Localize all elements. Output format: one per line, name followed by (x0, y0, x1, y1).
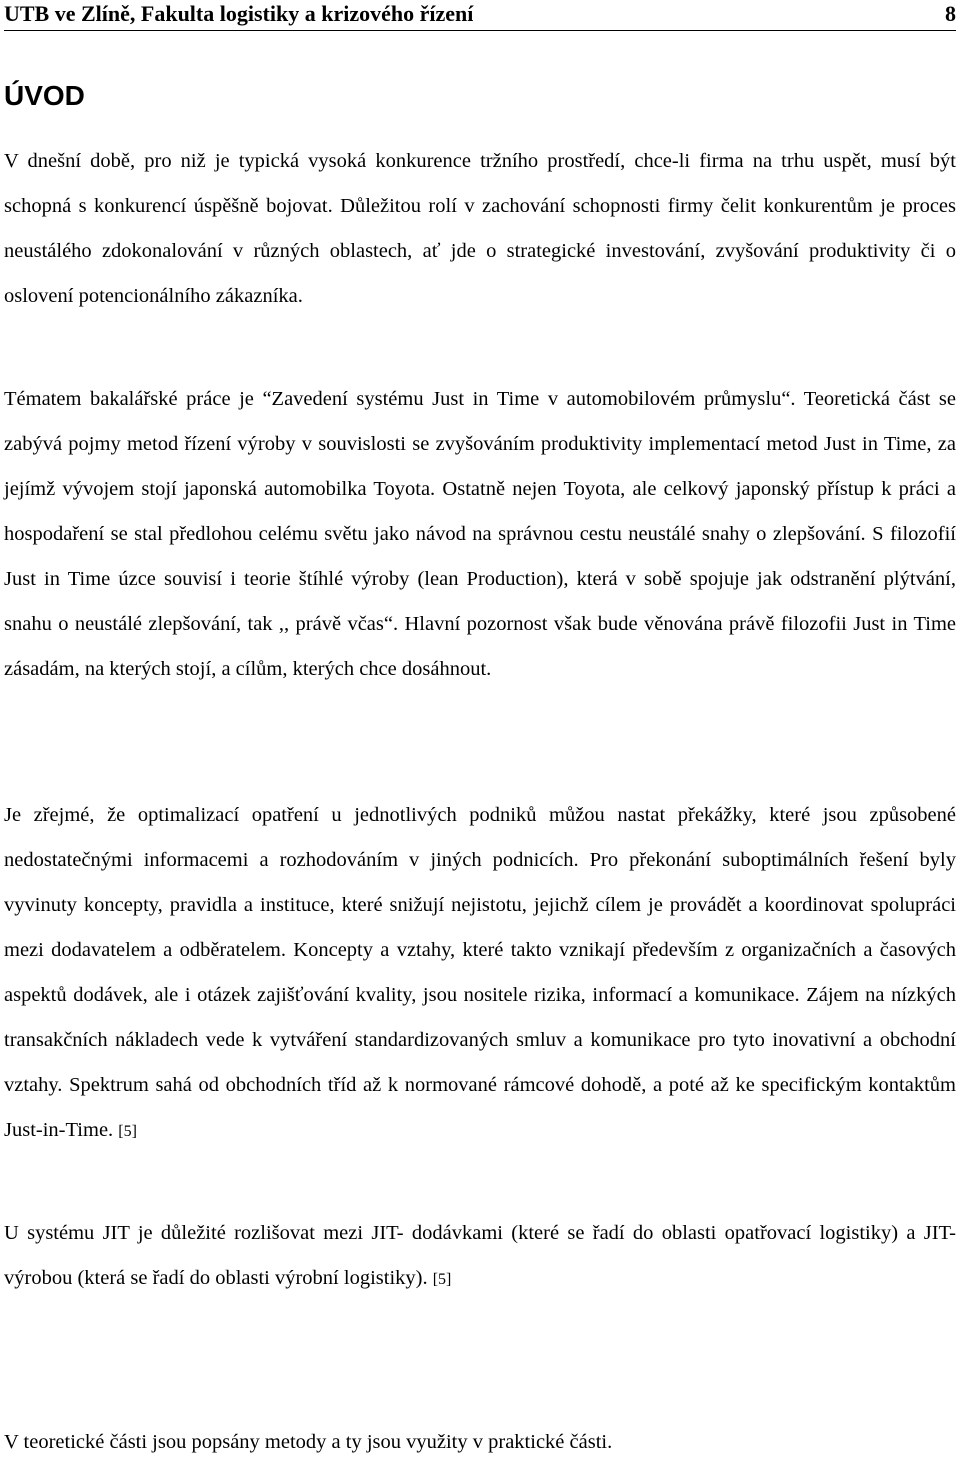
paragraph-2-text: Tématem bakalářské práce je “Zavedení systému Just in Time v automobilovém průmyslu“. Teoretická část se zabývá pojmy metod řízení výroby v souvislosti se zvyšováním produktivity implementací metod Just in Time, za jejímž vývojem stojí japonská automobilka Toyota. Ostatně nejen Toyota, ale celkový japonský přístup k práci a hospodaření se stal předlohou celému světu jako návod na správnou cestu neustálé snahy o zlepšování. S filozofií Just in Time úzce souvisí i teorie štíhlé výroby (lean Production), která v sobě spojuje jak odstranění plýtvání, snahu o neustálé zlepšování, tak ,, právě včas“. Hlavní pozornost však bude věnována právě filozofii Just in Time zásadám, na kterých stojí, a cílům, kterých chce dosáhnout. (4, 388, 956, 680)
citation-ref: [5] (118, 1123, 137, 1140)
paragraph-1-text: V dnešní době, pro niž je typická vysoká konkurence tržního prostředí, chce-li firma na trhu uspět, musí být schopná s konkurencí úspěšně bojovat. Důležitou rolí v zachování schopnosti firmy čelit konkurentům je proces neustálého zdokonalování v různých oblastech, ať jde o strategické investování, zvyšování produktivity či o oslovení potencionálního zákazníka. (4, 150, 956, 307)
page-header (4, 0, 956, 31)
paragraph-4-text: U systému JIT je důležité rozlišovat mezi JIT- dodávkami (které se řadí do oblasti opatřovací logistiky) a JIT- výrobou (která se řadí do oblasti výrobní logistiky). (4, 1222, 956, 1289)
paragraph-optimization (4, 793, 956, 1154)
header-title: UTB ve Zlíně, Fakulta logistiky a krizového řízení (4, 1, 474, 26)
paragraph-intro (4, 139, 956, 319)
paragraph-3-text: Je zřejmé, že optimalizací opatření u jednotlivých podniků můžou nastat překážky, které jsou způsobené nedostatečnými informacemi a rozhodováním v jiných podnicích. Pro překonání suboptimálních řešení byly vyvinuty koncepty, pravidla a instituce, které snižují nejistotu, jejichž cílem je provádět a koordinovat spolupráci mezi dodavatelem a odběratelem. Koncepty a vztahy, které takto vznikají především z organizačních a časových aspektů dodávek, ale i otázek zajišťování kvality, jsou nositele rizika, informací a komunikace. Zájem na nízkých transakčních nákladech vede k vytváření standardizovaných smluv a komunikace pro tyto inovativní a obchodní vztahy. Spektrum sahá od obchodních tříd až k normované rámcové dohodě, a poté až ke specifickým kontaktům Just-in-Time. (4, 804, 956, 1141)
paragraph-closing (4, 1420, 612, 1465)
citation-ref: [5] (432, 1271, 452, 1288)
paragraph-5-text: V teoretické části jsou popsány metody a ty jsou využity v praktické části. (4, 1431, 613, 1453)
paragraph-topic (4, 377, 956, 692)
chapter-heading: ÚVOD (4, 80, 85, 111)
page-number: 8 (945, 1, 956, 26)
paragraph-jit (4, 1211, 956, 1302)
